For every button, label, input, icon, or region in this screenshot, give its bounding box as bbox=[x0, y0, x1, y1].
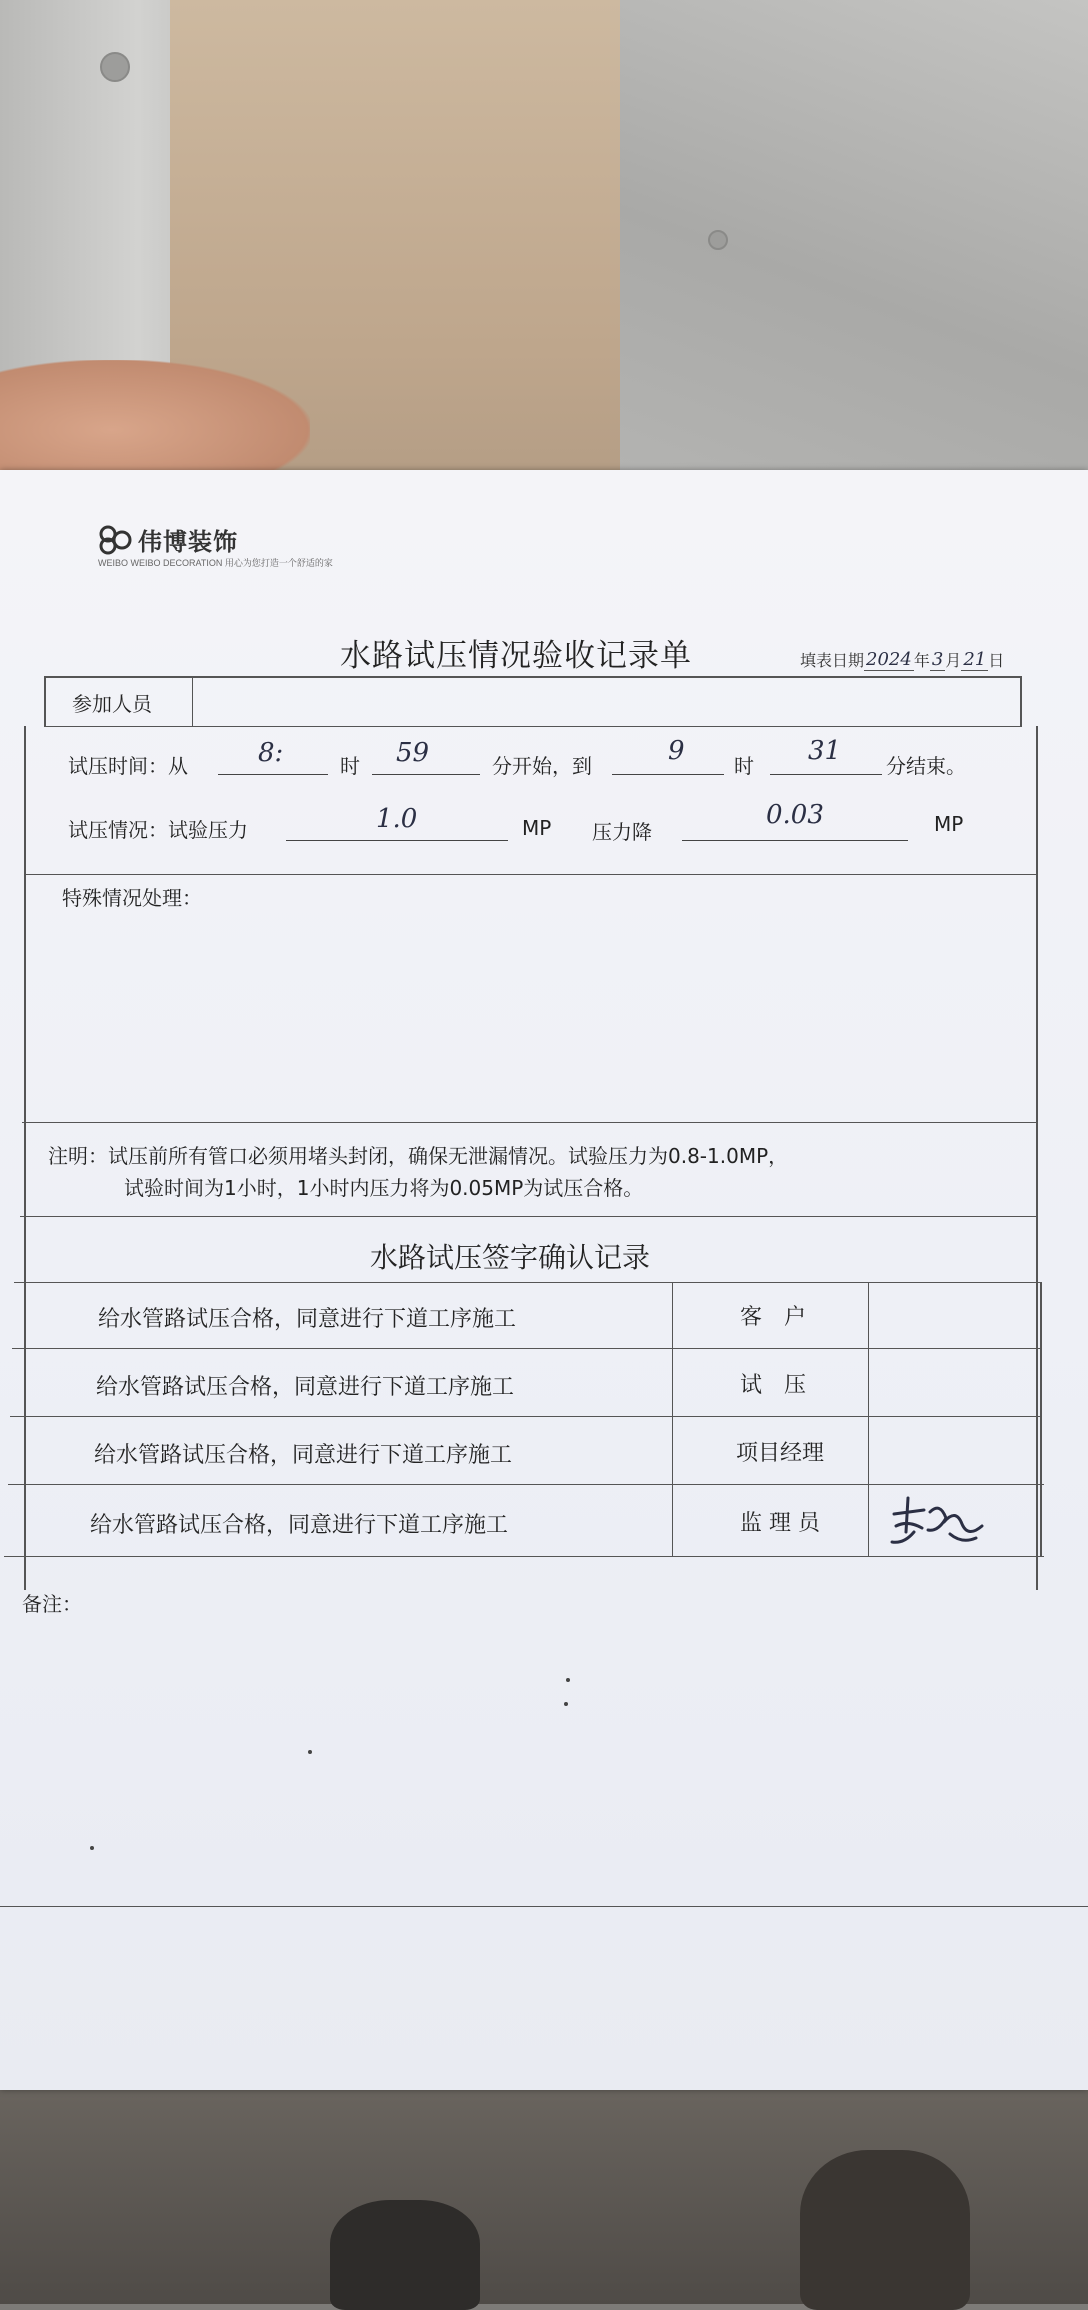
pressure-drop-label: 压力降 bbox=[592, 820, 652, 844]
paper-speck bbox=[308, 1750, 312, 1754]
sign-row-divider bbox=[12, 1348, 1042, 1349]
sign-row-role: 项目经理 bbox=[736, 1441, 825, 1466]
hour-label: 时 bbox=[340, 754, 360, 778]
logo-tagline: WEIBO WEIBO DECORATION 用心为您打造一个舒适的家 bbox=[98, 558, 333, 568]
start-minute-value: 59 bbox=[396, 738, 430, 768]
remarks-label: 备注： bbox=[22, 1592, 82, 1616]
sweater-button bbox=[100, 52, 130, 82]
sign-row-text: 给水管路试压合格，同意进行下道工序施工 bbox=[96, 1375, 515, 1400]
sign-table-right bbox=[1040, 1282, 1042, 1556]
fill-date-day: 21 bbox=[963, 649, 987, 670]
fill-date-month-label: 月 bbox=[945, 651, 962, 670]
pressure-drop-line bbox=[682, 840, 908, 841]
participants-label: 参加人员 bbox=[72, 692, 152, 716]
table-border-left bbox=[44, 676, 46, 726]
table-border-left bbox=[24, 726, 26, 1590]
remarks-bottom-line bbox=[0, 1906, 1088, 1907]
row-divider bbox=[22, 1122, 1038, 1123]
fill-date-month: 3 bbox=[931, 649, 944, 670]
company-logo bbox=[98, 522, 238, 557]
pressure-line bbox=[286, 840, 508, 841]
note-line-2: 试验时间为1小时，1小时内压力将为0.05MP为试压合格。 bbox=[124, 1176, 644, 1200]
paper-speck bbox=[566, 1678, 570, 1682]
sign-section-title: 水路试压签字确认记录 bbox=[370, 1241, 651, 1274]
sign-col-divider bbox=[868, 1282, 869, 1556]
sign-row-text: 给水管路试压合格，同意进行下道工序施工 bbox=[98, 1307, 517, 1332]
logo-name: 伟博装饰 bbox=[138, 527, 238, 556]
participants-divider bbox=[192, 676, 193, 726]
start-suffix-label: 分开始，到 bbox=[492, 754, 592, 778]
sign-row-role: 监 理 员 bbox=[740, 1511, 820, 1536]
note-line-1: 注明：试压前所有管口必须用堵头封闭，确保无泄漏情况。试验压力为0.8-1.0MP， bbox=[48, 1144, 789, 1168]
pressure-unit: MP bbox=[522, 816, 552, 840]
start-hour-line bbox=[218, 774, 328, 775]
table-border-right bbox=[1020, 676, 1022, 726]
shoe bbox=[330, 2200, 480, 2310]
special-handling-label: 特殊情况处理： bbox=[62, 886, 202, 910]
end-hour-value: 9 bbox=[668, 736, 685, 766]
end-minute-line bbox=[770, 774, 882, 775]
row-divider bbox=[24, 874, 1038, 875]
row-divider bbox=[20, 1216, 1038, 1217]
sign-row-role: 试 压 bbox=[740, 1373, 807, 1398]
row-divider bbox=[44, 726, 1022, 727]
sign-table-bottom bbox=[4, 1556, 1044, 1557]
fill-date-label: 填表日期 bbox=[800, 651, 865, 670]
end-hour-line bbox=[612, 774, 724, 775]
background-sweater-right bbox=[620, 0, 1088, 520]
fill-date-year: 2024 bbox=[866, 649, 912, 670]
fill-date bbox=[800, 648, 1004, 671]
sign-row-text: 给水管路试压合格，同意进行下道工序施工 bbox=[90, 1513, 509, 1538]
supervisor-signature bbox=[884, 1492, 994, 1552]
sign-row-text: 给水管路试压合格，同意进行下道工序施工 bbox=[94, 1443, 513, 1468]
fill-date-year-label: 年 bbox=[913, 651, 930, 670]
hour-label: 时 bbox=[734, 754, 754, 778]
start-hour-value: 8: bbox=[258, 738, 284, 768]
pressure-drop-value: 0.03 bbox=[766, 800, 824, 830]
test-status-label: 试压情况：试验压力 bbox=[68, 818, 248, 842]
start-minute-line bbox=[372, 774, 480, 775]
shoe bbox=[800, 2150, 970, 2310]
fill-date-day-label: 日 bbox=[988, 651, 1005, 670]
end-suffix-label: 分结束。 bbox=[886, 754, 966, 778]
sign-row-divider bbox=[8, 1484, 1044, 1485]
paper-speck bbox=[564, 1702, 568, 1706]
sign-col-divider bbox=[672, 1282, 673, 1556]
logo-mark-icon bbox=[98, 525, 132, 555]
table-border-top bbox=[44, 676, 1022, 678]
table-border-right bbox=[1036, 726, 1038, 1590]
pressure-drop-unit: MP bbox=[934, 812, 964, 836]
document-title: 水路试压情况验收记录单 bbox=[340, 638, 692, 674]
sign-row-role: 客 户 bbox=[740, 1305, 807, 1330]
sign-table-top bbox=[14, 1282, 1040, 1283]
test-time-label: 试压时间：从 bbox=[68, 754, 188, 778]
end-minute-value: 31 bbox=[808, 736, 842, 766]
record-sheet bbox=[0, 470, 1088, 2090]
paper-speck bbox=[90, 1846, 94, 1850]
sweater-button bbox=[708, 230, 728, 250]
sign-row-divider bbox=[10, 1416, 1042, 1417]
test-pressure-value: 1.0 bbox=[376, 804, 418, 834]
